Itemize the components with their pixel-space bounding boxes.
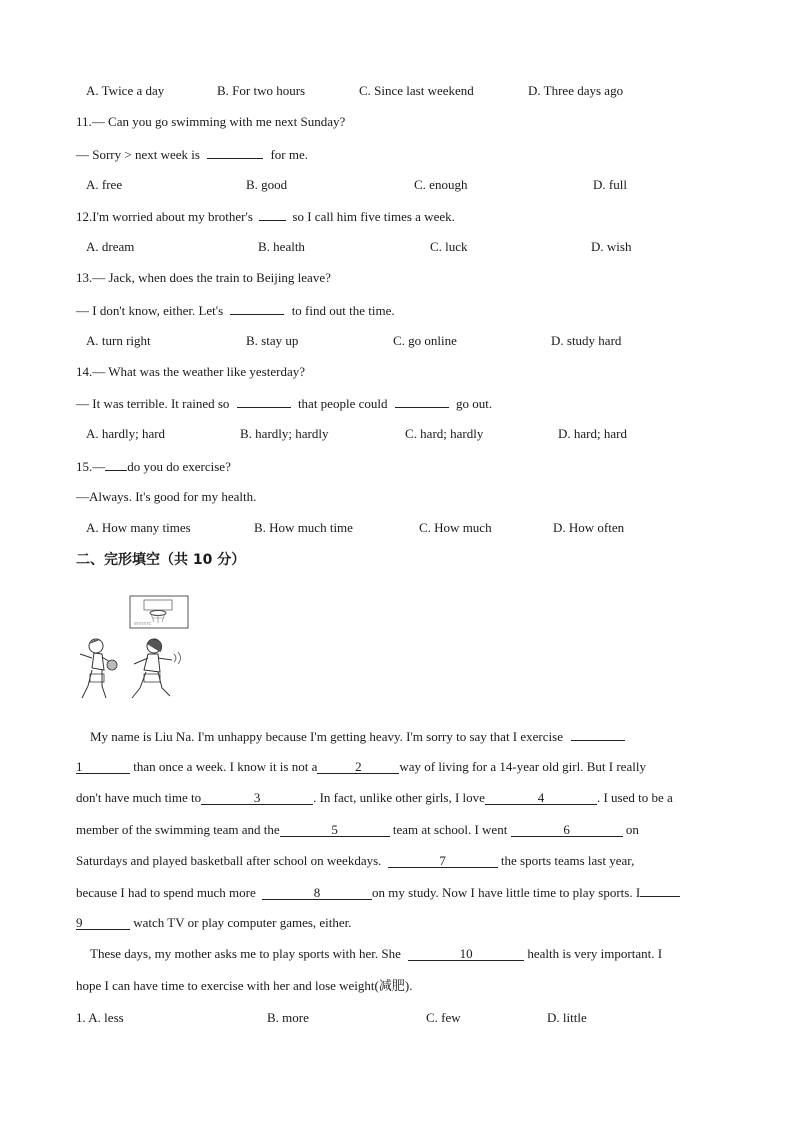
passage-text: the sports teams last year, <box>500 853 635 868</box>
blank-5: 5 <box>280 823 390 837</box>
q14-text-c: go out. <box>455 396 493 411</box>
option-a: A. dream <box>86 239 135 254</box>
option-b: B. hardly; hardly <box>240 426 329 441</box>
answer-blank <box>237 395 291 408</box>
blank-6: 6 <box>511 823 623 837</box>
option-d: D. full <box>593 177 627 192</box>
q13-options <box>0 333 794 349</box>
answer-blank <box>207 146 263 159</box>
option-a <box>76 1010 124 1026</box>
passage-text: don't have much time to <box>76 790 202 805</box>
option-b: B. stay up <box>246 333 299 348</box>
q12-text-b: so I call him five times a week. <box>292 209 455 224</box>
q12-options <box>0 239 794 255</box>
passage-line-2 <box>76 759 646 775</box>
option-b: B. good <box>246 177 288 192</box>
q11-options <box>0 177 794 193</box>
passage-line-9: hope I can have time to exercise with her and lose weight(减肥). <box>76 978 413 993</box>
q11-answer-line <box>76 146 308 163</box>
passage-line-6 <box>76 884 680 901</box>
passage-line-8 <box>90 946 662 962</box>
option-a: A. hardly; hard <box>86 426 166 441</box>
option-d: D. hard; hard <box>558 426 627 441</box>
answer-blank <box>571 728 625 741</box>
section-heading: 二、完形填空（共 10 分） <box>76 552 246 568</box>
option-b: B. more <box>267 1010 309 1025</box>
blank-10: 10 <box>408 947 524 961</box>
option-b: B. health <box>258 239 305 254</box>
blank-1: 1 <box>76 760 130 774</box>
q10-options <box>0 83 794 99</box>
q14-text-a: — It was terrible. It rained so <box>76 396 230 411</box>
q15-text-a: 15.— <box>76 459 106 474</box>
passage-line-5 <box>76 853 634 869</box>
answer-blank <box>105 458 127 471</box>
q13-answer-line <box>76 302 395 319</box>
passage-line-3 <box>76 790 673 806</box>
option-a: A. turn right <box>86 333 151 348</box>
q14-options <box>0 426 794 442</box>
answer-blank <box>230 302 284 315</box>
passage-text: than once a week. I know it is not a <box>133 759 318 774</box>
option-d: D. wish <box>591 239 632 254</box>
q14-question: 14.— What was the weather like yesterday? <box>76 364 305 379</box>
option-d: D. Three days ago <box>528 83 624 98</box>
passage-text: because I had to spend much more <box>76 885 256 900</box>
option-b: B. For two hours <box>217 83 306 98</box>
passage-text: health is very important. I <box>527 946 663 961</box>
passage-text: on my study. Now I have little time to play sports. I <box>372 885 641 900</box>
q12-question <box>76 208 455 225</box>
option-c: C. How much <box>419 520 492 535</box>
option-c: C. go online <box>393 333 457 348</box>
answer-blank <box>395 395 449 408</box>
option-a: A. How many times <box>86 520 191 535</box>
passage-text: My name is Liu Na. I'm unhappy because I'm getting heavy. I'm sorry to say that I exercise <box>90 729 563 744</box>
passage-text: team at school. I went <box>392 822 508 837</box>
option-d: D. study hard <box>551 333 622 348</box>
svg-text:ennnrc: ennnrc <box>134 621 152 627</box>
q15-text-b: do you do exercise? <box>127 459 231 474</box>
blank-4: 4 <box>485 791 597 805</box>
q14-answer-line <box>76 395 492 412</box>
passage-text: Saturdays and played basketball after school on weekdays. <box>76 853 382 868</box>
passage-text: watch TV or play computer games, either. <box>133 915 352 930</box>
option-c: C. Since last weekend <box>359 83 474 98</box>
cloze-number: 1. <box>76 1010 86 1025</box>
q11-text-b: for me. <box>270 147 308 162</box>
q13-text-b: to find out the time. <box>291 303 395 318</box>
option-a-text: A. less <box>88 1010 124 1025</box>
passage-text: way of living for a 14-year old girl. But I really <box>399 759 646 774</box>
passage-line-7 <box>76 915 352 931</box>
option-d: D. How often <box>553 520 625 535</box>
option-a: A. free <box>86 177 123 192</box>
q11-text-a: — Sorry > next week is <box>76 147 200 162</box>
answer-blank <box>259 208 286 221</box>
passage-text: . I used to be a <box>596 790 673 805</box>
q15-options <box>0 520 794 536</box>
cloze1-options <box>0 1010 794 1026</box>
q15-question <box>76 458 231 475</box>
q14-text-b: that people could <box>297 396 388 411</box>
q13-text-a: — I don't know, either. Let's <box>76 303 224 318</box>
passage-text: . In fact, unlike other girls, I love <box>313 790 485 805</box>
option-a: A. Twice a day <box>86 83 165 98</box>
option-c: C. luck <box>430 239 468 254</box>
option-c: C. hard; hardly <box>405 426 484 441</box>
basketball-illustration <box>74 594 190 704</box>
option-c: C. enough <box>414 177 468 192</box>
blank-3: 3 <box>201 791 313 805</box>
answer-blank <box>640 884 680 897</box>
blank-9: 9 <box>76 916 130 930</box>
blank-7: 7 <box>388 854 498 868</box>
blank-2: 2 <box>317 760 399 774</box>
q12-text-a: 12.I'm worried about my brother's <box>76 209 253 224</box>
passage-line-4 <box>76 822 639 838</box>
blank-8: 8 <box>262 886 372 900</box>
q13-question: 13.— Jack, when does the train to Beijing leave? <box>76 270 331 285</box>
q11-question: 11.— Can you go swimming with me next Sunday? <box>76 114 346 129</box>
passage-text: on <box>625 822 639 837</box>
passage-line-1 <box>90 728 625 745</box>
passage-text: member of the swimming team and the <box>76 822 280 837</box>
option-b: B. How much time <box>254 520 353 535</box>
option-d: D. little <box>547 1010 587 1025</box>
passage-text: These days, my mother asks me to play sports with her. She <box>90 946 401 961</box>
option-c: C. few <box>426 1010 461 1025</box>
q15-answer-line: —Always. It's good for my health. <box>76 489 257 504</box>
